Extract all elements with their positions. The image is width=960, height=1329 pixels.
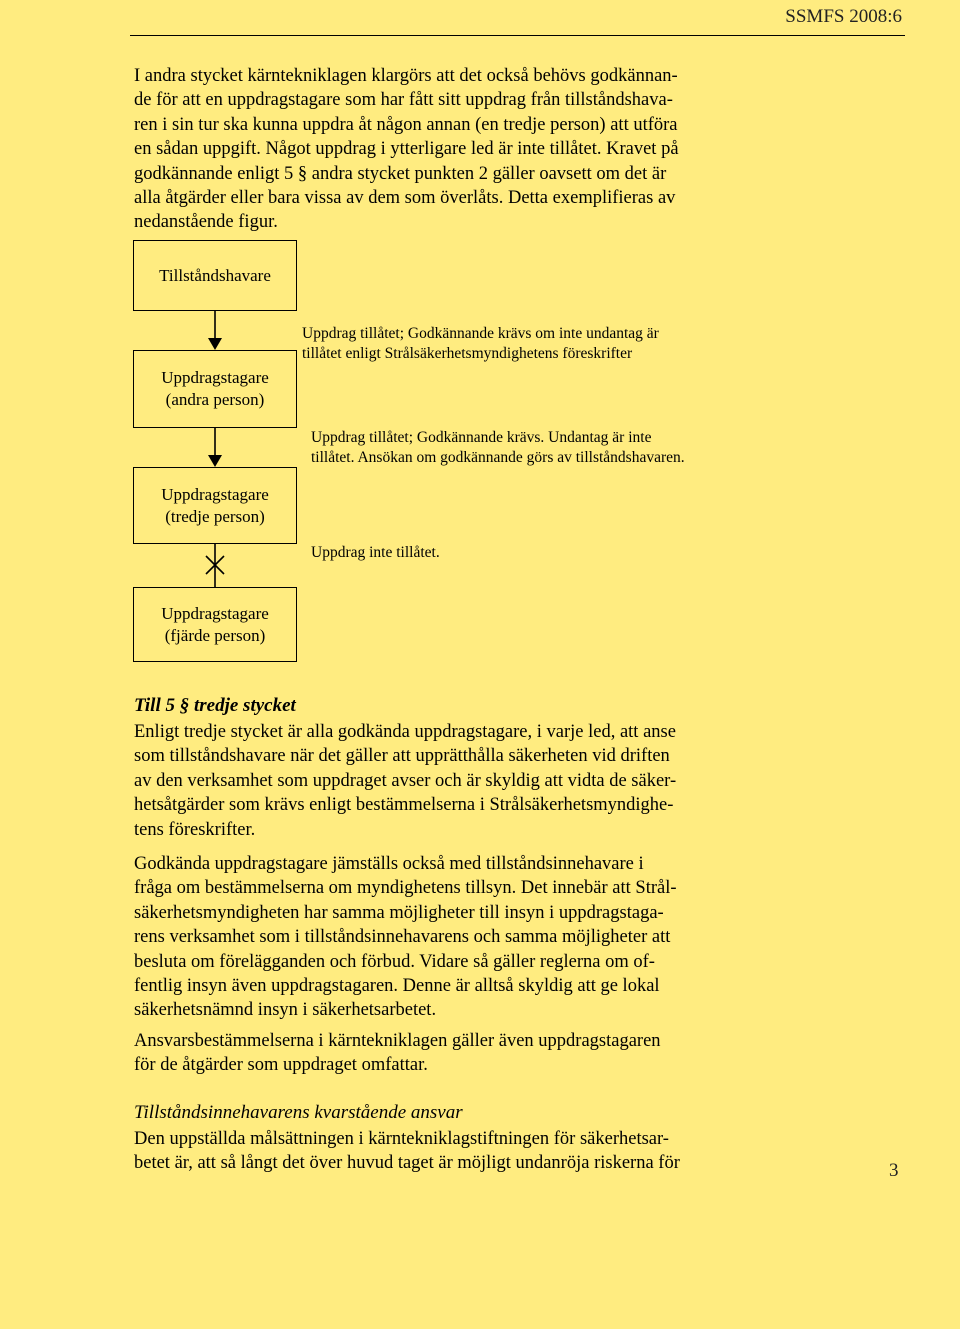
box-label: Tillståndshavare (159, 265, 271, 285)
section-heading: Tillståndsinnehavarens kvarstående ansvar (134, 1102, 463, 1123)
arrow-down-icon (208, 338, 222, 350)
box-sublabel: (fjärde person) (164, 625, 266, 645)
annotation-allowed-exception: Uppdrag tillåtet; Godkännande krävs om inte undantag är tillåtet enligt Strålsäkerhetsmyndighetens föreskrifter (302, 325, 659, 362)
body-paragraph: Ansvarsbestämmelserna i kärntekniklagen gäller även uppdragstagaren för de åtgärder som uppdraget omfattar. (134, 1031, 661, 1076)
body-paragraph: Den uppställda målsättningen i kärntekniklagstiftningen för säkerhetsar- betet är, att så långt det över huvud taget är möjligt undanröja riskerna för (134, 1129, 680, 1174)
box-label: Uppdragstagare (161, 603, 269, 623)
arrow-2 (208, 428, 222, 467)
intro-paragraph: I andra stycket kärntekniklagen klargörs att det också behövs godkännan- de för att en uppdragstagare som har fått sitt uppdrag från tillståndshava- ren i sin tur ska kunna uppdra åt någon annan (en tredje person) att utföra en sådan uppgift. Något uppdrag i ytterligare led är inte tillåtet. Kravet på godkännande enligt 5 § andra stycket punkten 2 gäller oavsett om det är alla åtgärder eller bara vissa av dem som överlåts. Detta exemplifieras av nedanstående figur. (134, 66, 679, 233)
body-paragraph: Enligt tredje stycket är alla godkända uppdragstagare, i varje led, att anse som tillståndshavare när det gäller att upprätthålla säkerheten vid driften av den verksamhet som uppdraget avser och är skyldig att vidta de säker- hetsåtgärder som krävs enligt bestämmelserna i Strålsäkerhetsmyndighe- tens föreskrifter. (134, 722, 677, 840)
box-label: Uppdragstagare (161, 368, 269, 387)
box-sublabel: (andra person) (165, 390, 265, 409)
section-heading: Till 5 § tredje stycket (134, 695, 296, 716)
blocked-connector (206, 544, 224, 587)
document-id: SSMFS 2008:6 (785, 6, 902, 27)
annotation-not-allowed: Uppdrag inte tillåtet. (311, 544, 440, 561)
arrow-1 (208, 311, 222, 350)
box-label: Uppdragstagare (161, 484, 269, 504)
arrow-down-icon (208, 455, 222, 467)
annotation-allowed-no-exception: Uppdrag tillåtet; Godkännande krävs. Undantag är inte tillåtet. Ansökan om godkännande görs av tillståndshavaren. (311, 429, 685, 466)
page-number: 3 (889, 1160, 899, 1181)
box-sublabel: (tredje person) (165, 506, 265, 526)
body-paragraph: Godkända uppdragstagare jämställs också med tillståndsinnehavare i fråga om bestämmelserna om myndighetens tillsyn. Det innebär att Strål- säkerhetsmyndigheten har samma möjligheter till insyn i uppdragstaga- rens verksamhet som i tillståndsinnehavarens och samma möjligheter att besluta om förelägganden och förbud. Vidare så gäller reglerna om of- fentlig insyn även uppdragstagaren. Denne är alltså skyldig att ge lokal säkerhetsnämnd insyn i säkerhetsarbetet. (134, 854, 677, 1021)
